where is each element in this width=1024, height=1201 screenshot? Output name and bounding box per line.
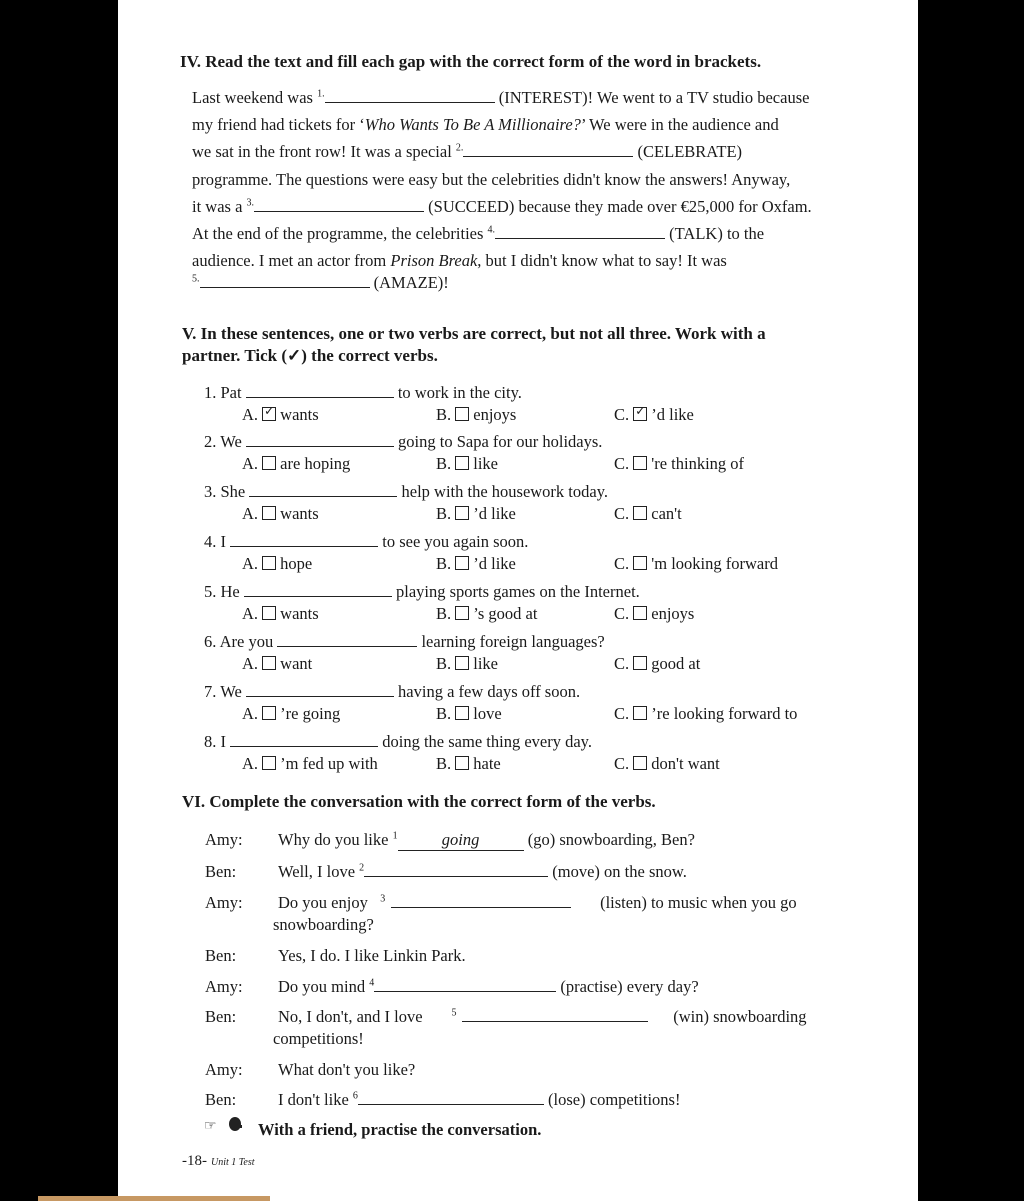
question-stem: She [220,482,246,501]
answer-5[interactable] [462,1007,648,1022]
option-b[interactable]: B. love [436,704,502,723]
checkbox-icon[interactable] [633,606,647,620]
speaker-amy: Amy: [205,830,243,849]
gap-1[interactable] [325,88,495,103]
checkbox-icon[interactable] [455,556,469,570]
option-label: good at [651,654,701,673]
speaker-ben: Ben: [205,862,237,881]
section-iv-heading: IV. Read the text and fill each gap with the correct form of the word in brackets. [180,52,762,71]
option-label: ’re looking forward to [651,704,798,723]
speaker-ben: Ben: [205,1090,237,1109]
option-a[interactable]: A. want [242,654,313,673]
question-tail: help with the housework today. [401,482,609,501]
passage-line-6: At the end of the programme, the celebrities $^{4.}$ (TALK) to the [192,224,765,243]
passage-line-4: programme. The questions were easy but the celebrities didn't know the answers! Anyway, [192,170,791,189]
section-vi-heading: VI. Complete the conversation with the correct form of the verbs. [182,792,656,811]
pointing-hand-icon: ☞ [204,1119,217,1134]
checkbox-icon[interactable] [262,606,276,620]
question-1 [204,383,522,403]
option-label: ’s good at [473,604,538,623]
question-tail: learning foreign languages? [421,632,605,651]
option-label: like [473,454,499,473]
checkbox-icon[interactable] [633,506,647,520]
question-stem: We [220,432,242,451]
question-5 [204,582,640,602]
speech-head-icon [228,1116,244,1132]
conversation-line-3b: snowboarding? [273,915,374,934]
answer-blank[interactable] [249,482,397,497]
question-tail: playing sports games on the Internet. [396,582,640,601]
option-c[interactable]: C. enjoys [614,604,695,623]
option-label: hate [473,754,501,773]
option-a[interactable]: A. wants [242,504,319,523]
option-label: are hoping [280,454,351,473]
option-b[interactable]: B. ’d like [436,504,516,523]
checkbox-icon[interactable] [633,706,647,720]
checkbox-icon[interactable] [455,706,469,720]
conversation-line-3: Do you enjoy $^3$ (listen) to music when you go [278,893,797,912]
answer-blank[interactable] [230,732,378,747]
option-a[interactable]: A. ’m fed up with [242,754,378,773]
question-7 [204,682,580,702]
passage-line-7: audience. I met an actor from Prison Break, but I didn't know what to say! It was [192,251,727,270]
option-c[interactable]: C. 're thinking of [614,454,745,473]
answer-blank[interactable] [246,432,394,447]
question-number: 8. [204,732,217,751]
option-label: don't want [651,754,720,773]
conversation-line-6: No, I don't, and I love $^5$ (win) snowboarding [278,1007,807,1026]
question-stem: Are you [219,632,274,651]
option-label: wants [280,604,319,623]
conversation-line-1: Why do you like $^1$ going (go) snowboarding, Ben? [278,830,695,849]
speaker-amy: Amy: [205,893,243,912]
conversation-line-5: Do you mind $^4$ (practise) every day? [278,977,699,996]
option-c[interactable]: C. ✓ ’d like [614,405,694,425]
answer-4[interactable] [374,977,556,992]
conversation-line-7: What don't you like? [278,1060,416,1079]
checkbox-icon[interactable] [455,506,469,520]
question-stem: Pat [220,383,242,402]
option-label: ’m fed up with [280,754,378,773]
checkbox-icon[interactable] [455,407,469,421]
question-tail: having a few days off soon. [398,682,581,701]
answer-1[interactable]: going [398,830,524,851]
option-b[interactable]: B. ’d like [436,554,516,573]
question-stem: He [220,582,240,601]
option-a[interactable]: A. wants [242,604,319,623]
answer-blank[interactable] [246,682,394,697]
speaker-ben: Ben: [205,1007,237,1026]
question-number: 3. [204,482,217,501]
answer-blank[interactable] [246,383,394,398]
conversation-line-6b: competitions! [273,1029,364,1048]
worksheet-page [118,0,918,1201]
question-3 [204,482,608,502]
answer-blank[interactable] [277,632,417,647]
conversation-line-8: I don't like $^6$ (lose) competitions! [278,1090,681,1109]
option-label: ’d like [473,504,516,523]
bottom-stripe [38,1196,270,1201]
page-number: -18- [182,1153,207,1169]
option-label: love [473,704,502,723]
question-number: 6. [204,632,217,651]
unit-label: Unit 1 Test [211,1157,255,1168]
question-stem: We [220,682,242,701]
passage-line-8: $^{5.}$ (AMAZE)! [192,273,449,292]
gap-4[interactable] [495,224,665,239]
checkbox-icon[interactable] [262,656,276,670]
option-label: enjoys [473,405,517,424]
question-tail: to see you again soon. [382,532,529,551]
conversation-line-4: Yes, I do. I like Linkin Park. [278,946,466,965]
section-v-heading-1: V. In these sentences, one or two verbs are correct, but not all three. Work with a [182,324,766,343]
checkbox-icon[interactable] [262,706,276,720]
option-label: ’re going [280,704,341,723]
answer-3[interactable] [391,893,571,908]
checkbox-icon[interactable] [262,556,276,570]
gap-5[interactable] [200,273,370,288]
question-number: 7. [204,682,217,701]
conversation-line-2: Well, I love $^2$ (move) on the snow. [278,862,687,881]
answer-2[interactable] [364,862,548,877]
option-label: ’d like [473,554,516,573]
question-tail: going to Sapa for our holidays. [398,432,603,451]
passage-line-2: my friend had tickets for ‘Who Wants To Be A Millionaire?’ We were in the audience and [192,115,779,134]
checkbox-icon[interactable] [455,606,469,620]
option-b[interactable]: B. like [436,454,499,473]
passage-line-5: it was a $^{3.}$ (SUCCEED) because they made over €25,000 for Oxfam. [192,197,812,216]
checkbox-icon[interactable] [633,456,647,470]
checkbox-icon[interactable] [455,756,469,770]
option-a[interactable]: A. ✓ wants [242,405,319,425]
speaker-amy: Amy: [205,977,243,996]
checkbox-icon[interactable] [633,756,647,770]
option-label: want [280,654,313,673]
checkbox-icon[interactable] [262,756,276,770]
question-tail: to work in the city. [397,383,522,402]
checked-box-icon[interactable] [262,407,276,421]
question-stem: I [220,532,226,551]
speaker-amy: Amy: [205,1060,243,1079]
option-c[interactable]: C. ’re looking forward to [614,704,798,723]
practice-instruction: With a friend, practise the conversation. [258,1120,542,1139]
question-tail: doing the same thing every day. [382,732,592,751]
question-number: 2. [204,432,217,451]
option-label: wants [280,405,319,424]
page-footer [182,1152,255,1170]
answer-blank[interactable] [230,532,378,547]
option-label: can't [651,504,682,523]
passage-line-1: Last weekend was $^{1.}$ (INTEREST)! We went to a TV studio because [192,88,810,107]
question-4 [204,532,528,552]
question-8 [204,732,592,752]
option-label: like [473,654,499,673]
option-b[interactable]: B. enjoys [436,405,517,424]
checkbox-icon[interactable] [455,456,469,470]
option-b[interactable]: B. like [436,654,499,673]
option-c[interactable]: C. 'm looking forward [614,554,778,573]
option-b[interactable]: B. ’s good at [436,604,538,623]
question-2 [204,432,602,452]
question-number: 4. [204,532,217,551]
question-stem: I [220,732,226,751]
option-label: wants [280,504,319,523]
option-label: hope [280,554,313,573]
checked-box-icon[interactable] [633,407,647,421]
answer-6[interactable] [358,1090,544,1105]
checkbox-icon[interactable] [455,656,469,670]
gap-2[interactable] [463,142,633,157]
checkbox-icon[interactable] [633,656,647,670]
checkbox-icon[interactable] [262,456,276,470]
option-a[interactable]: A. are hoping [242,454,351,473]
option-label: 're thinking of [651,454,745,473]
option-c[interactable]: C. good at [614,654,701,673]
option-label: enjoys [651,604,695,623]
option-a[interactable]: A. hope [242,554,313,573]
question-6 [204,632,605,652]
question-number: 5. [204,582,217,601]
option-c[interactable]: C. can't [614,504,682,523]
question-number: 1. [204,383,217,402]
option-a[interactable]: A. ’re going [242,704,341,723]
option-label: ’d like [651,405,694,424]
answer-blank[interactable] [244,582,392,597]
option-c[interactable]: C. don't want [614,754,720,773]
option-b[interactable]: B. hate [436,754,501,773]
section-v-heading-2: partner. Tick (✓) the correct verbs. [182,346,438,365]
speaker-ben: Ben: [205,946,237,965]
option-label: 'm looking forward [651,554,778,573]
checkbox-icon[interactable] [633,556,647,570]
passage-line-3: we sat in the front row! It was a special $^{2.}$ (CELEBRATE) [192,142,743,161]
checkbox-icon[interactable] [262,506,276,520]
gap-3[interactable] [254,197,424,212]
